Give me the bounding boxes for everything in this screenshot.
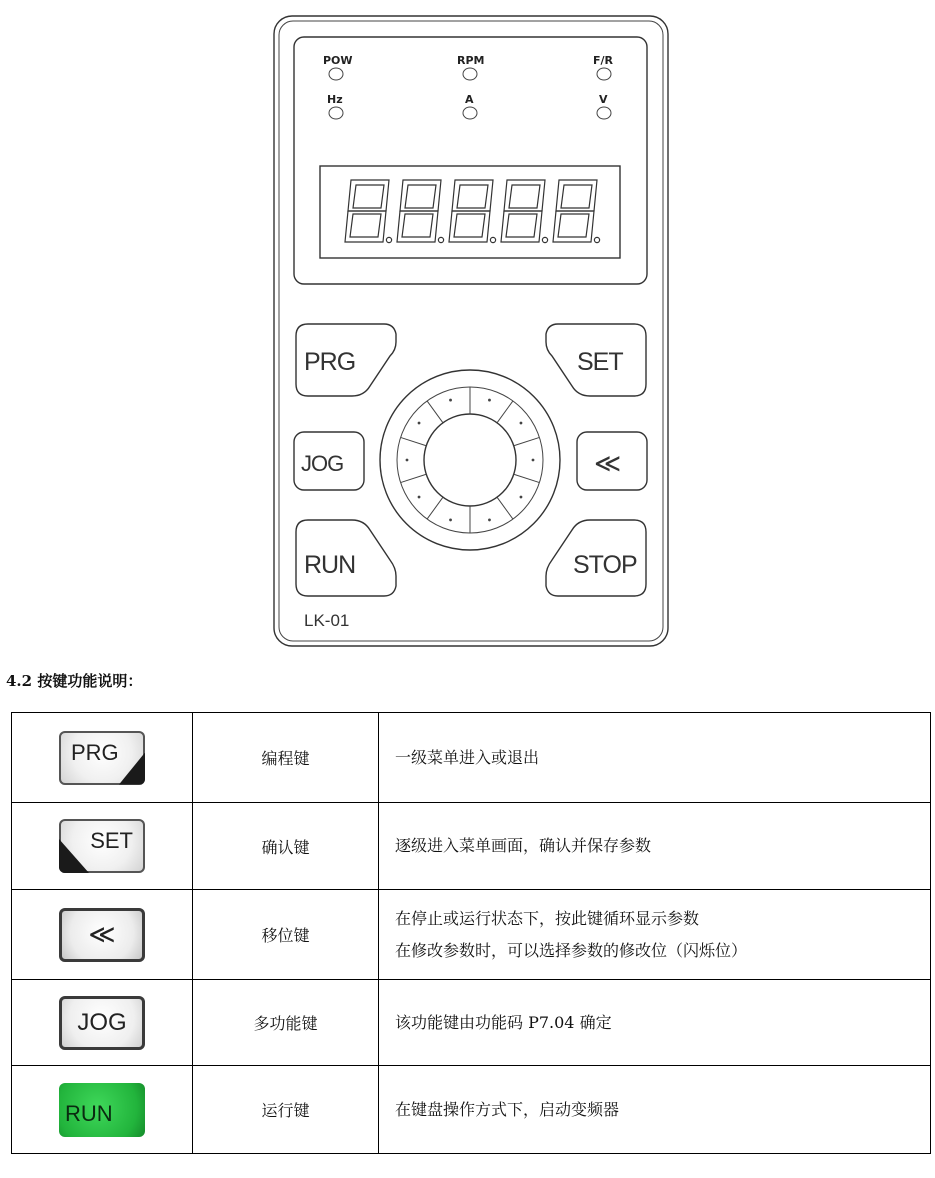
- knob-dot: [488, 399, 491, 402]
- jog-key-image: JOG: [59, 996, 145, 1050]
- key-image-cell: [12, 803, 193, 890]
- key-description: 逐级进入菜单画面，确认并保存参数: [379, 803, 931, 890]
- prg-key[interactable]: [296, 324, 396, 396]
- svg-text:PRG: PRG: [304, 348, 356, 376]
- knob-dot: [532, 459, 535, 462]
- knob-dot: [406, 459, 409, 462]
- key-image-cell: [12, 713, 193, 803]
- key-function-table: [11, 712, 931, 1154]
- seven-segment-digit: [345, 180, 392, 243]
- key-name: 编程键: [193, 713, 379, 803]
- key-description: 在键盘操作方式下，启动变频器: [379, 1066, 931, 1154]
- svg-text:SET: SET: [577, 348, 623, 376]
- indicator-v: [597, 93, 611, 119]
- indicator-pow: [323, 54, 353, 80]
- svg-text:RUN: RUN: [304, 551, 356, 579]
- knob-rib: [401, 437, 427, 445]
- model-label: LK-01: [304, 611, 350, 630]
- run-key-image: RUN: [59, 1083, 145, 1137]
- svg-text:JOG: JOG: [301, 451, 344, 476]
- section-heading: 4.2 按键功能说明：: [6, 672, 143, 690]
- key-description: 在停止或运行状态下，按此键循环显示参数 在修改参数时，可以选择参数的修改位（闪烁位）: [379, 890, 931, 980]
- knob-rib: [497, 497, 513, 519]
- knob-dot: [449, 519, 452, 522]
- encoder-knob[interactable]: [380, 370, 560, 550]
- key-name: 确认键: [193, 803, 379, 890]
- svg-text:V: V: [599, 93, 608, 106]
- prg-key-image: PRG: [59, 731, 145, 785]
- display-window: [294, 37, 647, 284]
- seven-segment-digit: [397, 180, 444, 243]
- key-image-cell: [12, 1066, 193, 1154]
- indicator-a: [463, 93, 477, 119]
- svg-text:POW: POW: [323, 54, 353, 67]
- knob-dot: [418, 496, 421, 499]
- seven-segment-digit: [501, 180, 548, 243]
- svg-text:RPM: RPM: [457, 54, 485, 67]
- knob-dot: [520, 496, 523, 499]
- table-row: [12, 980, 931, 1066]
- key-description: 该功能键由功能码 P7.04 确定: [379, 980, 931, 1066]
- key-image-cell: [12, 890, 193, 980]
- run-key[interactable]: [296, 520, 396, 596]
- key-name: 移位键: [193, 890, 379, 980]
- shift-key[interactable]: [577, 432, 647, 490]
- knob-rib: [427, 401, 443, 423]
- stop-key[interactable]: [546, 520, 646, 596]
- key-description: 一级菜单进入或退出: [379, 713, 931, 803]
- shift-key-image: ≪: [59, 908, 145, 962]
- key-name: 多功能键: [193, 980, 379, 1066]
- key-name: 运行键: [193, 1066, 379, 1154]
- seven-segment-digits: [345, 180, 600, 243]
- keypad-inner-outline: [279, 21, 663, 641]
- svg-text:STOP: STOP: [573, 551, 637, 579]
- knob-dot: [488, 519, 491, 522]
- seven-segment-digit: [553, 180, 600, 243]
- set-key-image: SET: [59, 819, 145, 873]
- svg-text:F/R: F/R: [593, 54, 614, 67]
- knob-dot: [520, 422, 523, 425]
- indicator-hz: [327, 93, 343, 119]
- set-key[interactable]: [546, 324, 646, 396]
- knob-rib: [514, 474, 540, 482]
- table-row: [12, 803, 931, 890]
- table-row: [12, 713, 931, 803]
- key-image-cell: [12, 980, 193, 1066]
- table-row: [12, 890, 931, 980]
- table-row: [12, 1066, 931, 1154]
- knob-dot: [418, 422, 421, 425]
- knob-rib: [401, 474, 427, 482]
- svg-text:A: A: [465, 93, 474, 106]
- svg-text:Hz: Hz: [327, 93, 343, 106]
- svg-text:≪: ≪: [594, 448, 621, 478]
- seven-segment-digit: [449, 180, 496, 243]
- indicator-fr: [593, 54, 614, 80]
- knob-rib: [427, 497, 443, 519]
- indicator-rpm: [457, 54, 484, 80]
- knob-dot: [449, 399, 452, 402]
- knob-rib: [514, 437, 540, 445]
- knob-rib: [497, 401, 513, 423]
- jog-key[interactable]: [294, 432, 364, 490]
